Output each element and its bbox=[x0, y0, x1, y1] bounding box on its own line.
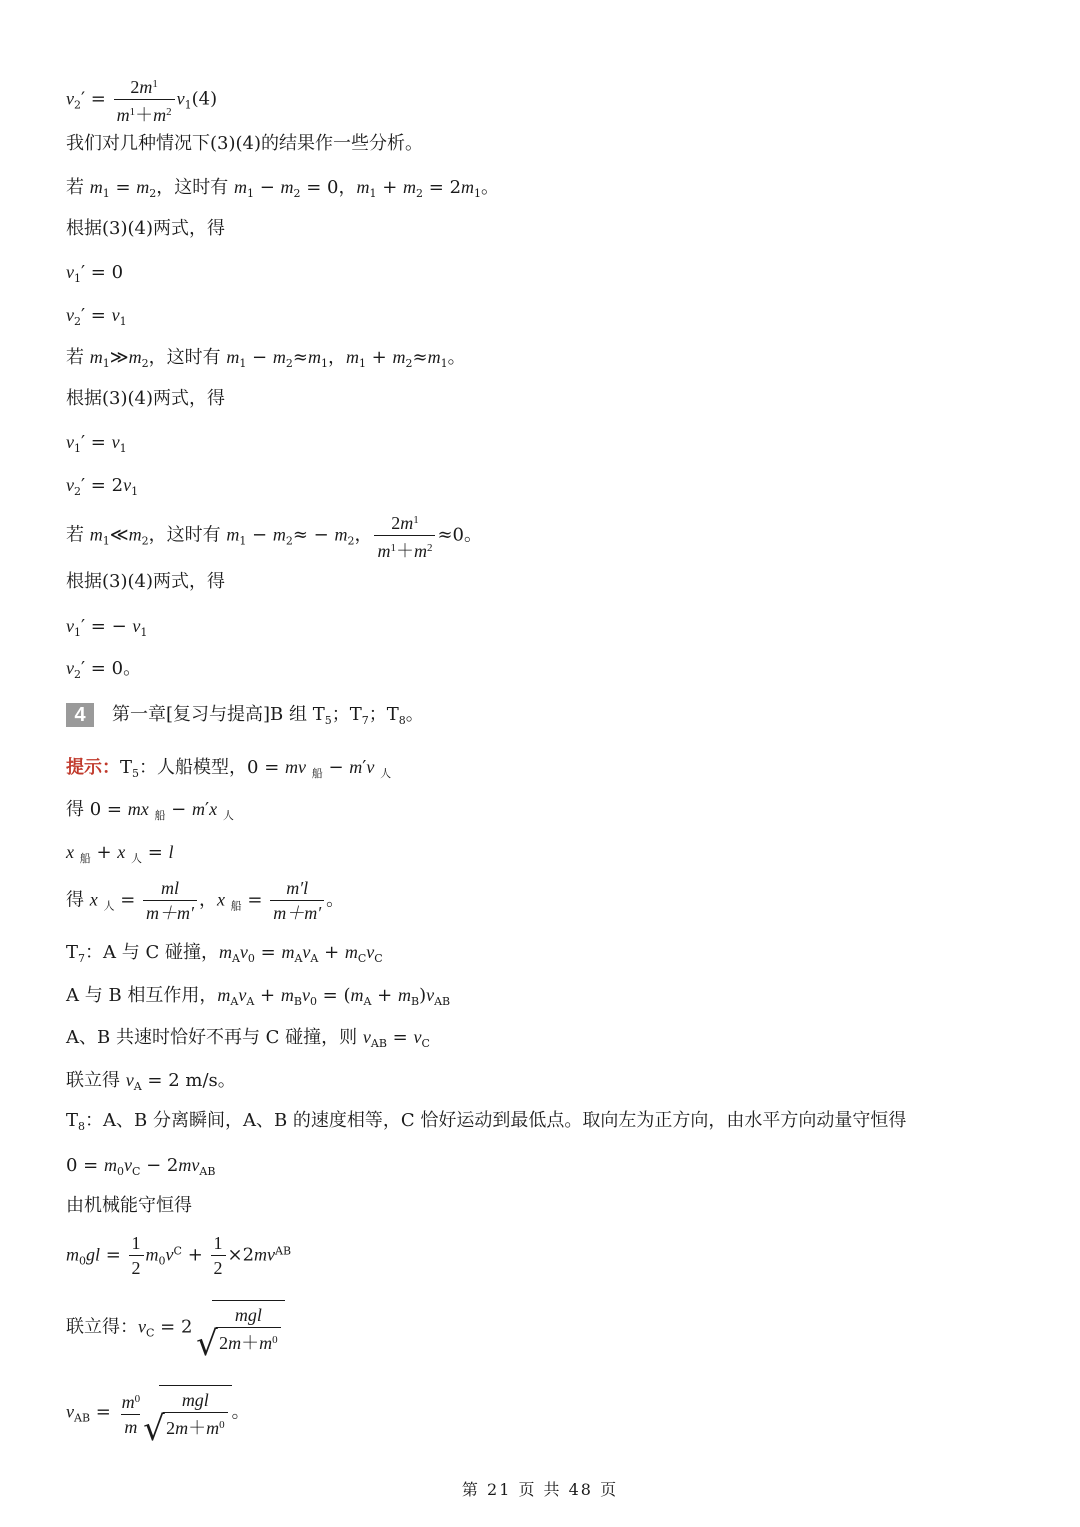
square-root: √ $\frac{\text{mgl}}{2m+m^0}$ bbox=[198, 1300, 285, 1355]
result-v1-v1: $v_1' = v_1$ bbox=[66, 432, 127, 455]
hint-t5: 提示：$T_5$：人船模型，0 = mv $_船$ − m′v $_人$ bbox=[66, 757, 392, 780]
t8-momentum-eq: $0 = m_0v_C - 2mv_{AB}$ bbox=[66, 1155, 216, 1178]
fraction: $\frac{ml}{m+m'}$ bbox=[143, 876, 197, 925]
fraction: $\frac{\text{mgl}}{2m+m^0}$ bbox=[216, 1303, 281, 1355]
page-footer: 第 21 页 共 48 页 bbox=[461, 1480, 619, 1499]
t8-energy-text: 由机械能守恒得 bbox=[66, 1195, 192, 1216]
basis-text-1: 根据(3)(4)两式，得 bbox=[66, 218, 225, 239]
t5-displacement-eq: 得 0 = mx $_船$ − m′x $_人$ bbox=[66, 799, 234, 822]
equation-4: $v_2'$ = $\frac{2m^1}{m^1+m^2}$ $v_1(4)$ bbox=[66, 72, 217, 127]
result-v1-zero: $v_1' = 0$ bbox=[66, 262, 124, 285]
fraction: $\frac{2m^1}{m^1+m^2}$ bbox=[114, 72, 175, 127]
t5-length-eq: x $_船$ + x $_人$ = l bbox=[66, 842, 174, 865]
t7-condition: A、B 共速时恰好不再与 C 碰撞，则 $v_{AB} = v_C$ bbox=[66, 1027, 430, 1050]
t7-interaction: A 与 B 相互作用，$m_Av_A + m_Bv_0 = (m_A + m_B)v_{AB}$ bbox=[66, 985, 451, 1008]
fraction: $\frac{1}{2}$ bbox=[129, 1231, 144, 1280]
basis-text-2: 根据(3)(4)两式，得 bbox=[66, 388, 225, 409]
fraction: $\frac{m^0}{m}$ bbox=[121, 1391, 141, 1437]
section-4-header bbox=[66, 703, 424, 733]
fraction: $\frac{\text{mgl}}{2m+m^0}$ bbox=[163, 1388, 228, 1440]
case-equal-masses: 若 $m_1 = m_2$，这时有 $m_1 - m_2 = 0$，$m_1 + m_2 = 2m_1$。 bbox=[66, 177, 500, 200]
section-number-badge: 4 bbox=[66, 703, 94, 727]
square-root: √ $\frac{\text{mgl}}{2m+m^0}$ bbox=[145, 1385, 232, 1440]
t7-collision: $T_7$：A 与 C 碰撞，$m_Av_0 = m_Av_A + m_Cv_C$ bbox=[66, 942, 383, 965]
t7-result: 联立得 $v_A = 2$ m/s。 bbox=[66, 1070, 236, 1093]
fraction: $\frac{m'l}{m+m'}$ bbox=[270, 876, 324, 925]
intro-text: 我们对几种情况下(3)(4)的结果作一些分析。 bbox=[66, 133, 423, 154]
fraction: $\frac{1}{2}$ bbox=[211, 1231, 226, 1280]
t5-result: 得 x $_人$ = $\frac{ml}{m+m'}$ ，x $_船$ = $\frac{m'l}{m+m'}$ 。 bbox=[66, 878, 345, 923]
section-title: 第一章[复习与提高]B 组 $T_5$；$T_7$；$T_8$。 bbox=[112, 704, 424, 727]
t8-energy-eq: $m_0gl$ = $\frac{1}{2}$ $m_0v^C$ + $\frac{1}{2}$ $\times 2mv^{AB}$ bbox=[66, 1233, 292, 1278]
result-v2-zero: $v_2' = 0$。 bbox=[66, 658, 142, 681]
case-m1-much-less: 若 $m_1≪m_2$，这时有 $m_1 - m_2\approx - m_2$， $\frac{2m^1}{m^1+m^2}$ ≈0。 bbox=[66, 508, 482, 563]
t8-vab-result: $v_{AB}$ = $\frac{m^0}{m}$ √ $\frac{\text{mgl}}{2m+m^0}$ 。 bbox=[66, 1385, 250, 1440]
result-v2-v1: $v_2' = v_1$ bbox=[66, 305, 127, 328]
result-v1-neg: $v_1'$ = − $v_1$ bbox=[66, 616, 148, 639]
fraction: $\frac{2m^1}{m^1+m^2}$ bbox=[374, 508, 435, 563]
t8-vc-result: 联立得：$v_C = 2$ √ $\frac{\text{mgl}}{2m+m^0}$ bbox=[66, 1300, 285, 1355]
basis-text-3: 根据(3)(4)两式，得 bbox=[66, 571, 225, 592]
hint-label: 提示： bbox=[66, 757, 120, 778]
result-v2-2v1: $v_2' = 2v_1$ bbox=[66, 475, 139, 498]
t8-description: $T_8$：A、B 分离瞬间，A、B 的速度相等，C 恰好运动到最低点。取向左为正方向，由水平方向动量守恒得 bbox=[66, 1110, 907, 1133]
case-m1-much-greater: 若 $m_1≫m_2$，这时有 $m_1 - m_2\approx m_1$，$m_1 + m_2\approx m_1$。 bbox=[66, 347, 466, 370]
